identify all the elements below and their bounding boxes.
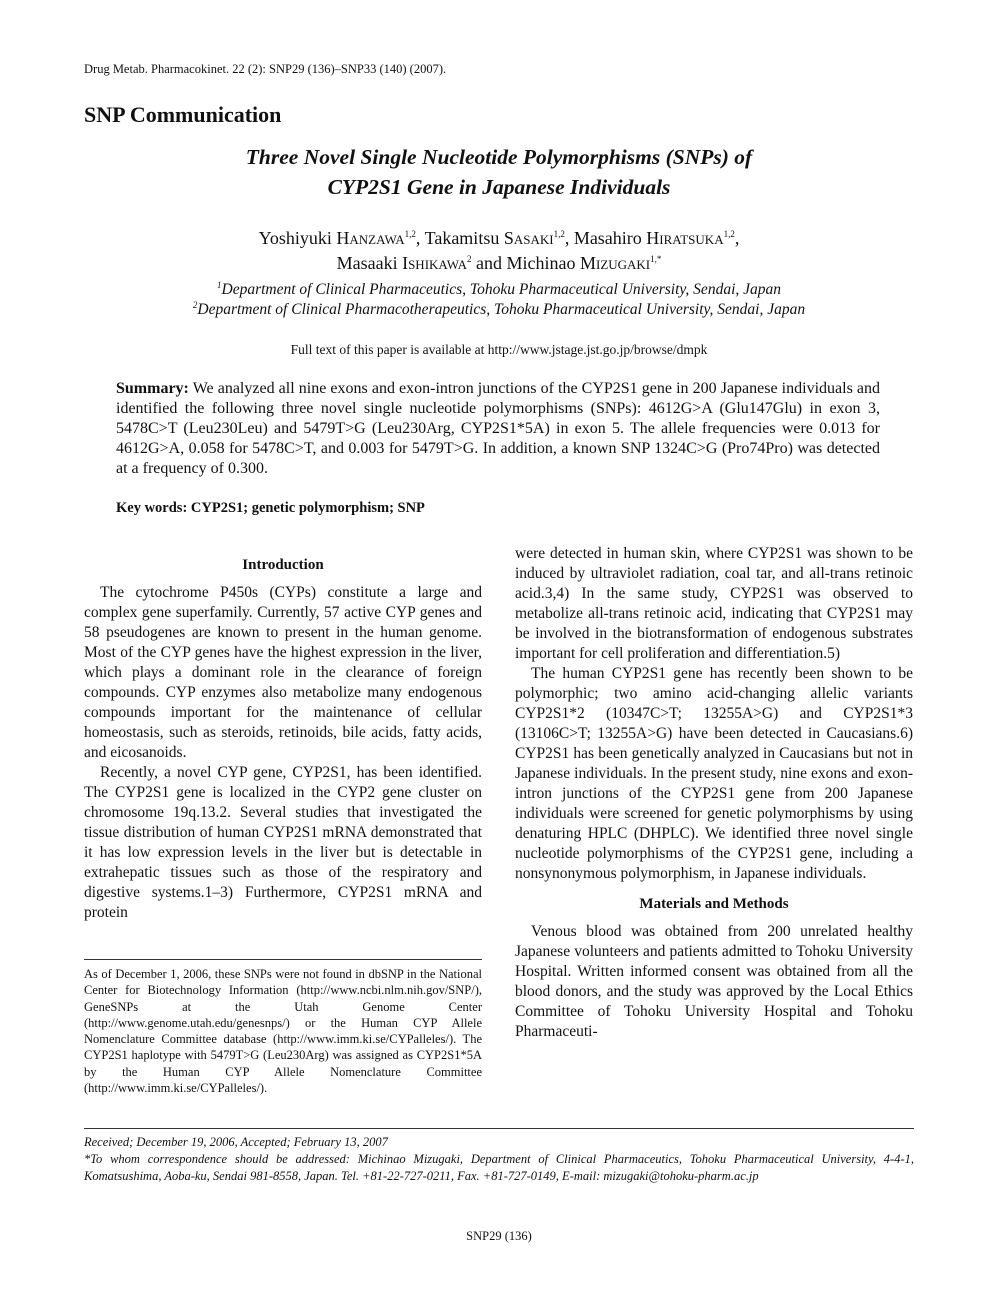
summary-abstract xyxy=(116,379,880,479)
title-line-2: CYP2S1 Gene in Japanese Individuals xyxy=(327,175,671,199)
affiliation-number: 1 xyxy=(217,279,222,290)
correspondence-note: *To whom correspondence should be addressed: Michinao Mizugaki, Department of Clinical Pharmaceutics, Tohoku Pharmaceutical University, 4-4-1, Komatsushima, Aoba-ku, Sendai 981-8558, Japan. Tel. +81-22-727-0211, Fax. +81-727-0149, E-mail: mizugaki@tohoku-pharm.ac.jp xyxy=(84,1152,914,1183)
author-last-name: Sasaki xyxy=(503,228,554,248)
journal-reference: Drug Metab. Pharmacokinet. 22 (2): SNP29 (136)–SNP33 (140) (2007). xyxy=(84,62,447,76)
footnote-divider xyxy=(84,959,482,960)
affiliation-2 xyxy=(84,300,914,320)
author-line-2 xyxy=(84,251,914,276)
summary-text: We analyzed all nine exons and exon-intron junctions of the CYP2S1 gene in 200 Japanese individuals and identified the following three novel single nucleotide polymorphisms (SNPs): 4612G>A (Glu147Glu) in exon 3, 5478C>T (Leu230Leu) and 5479T>G (Leu230Arg, CYP2S1*5A) in exon 5. The allele frequencies were 0.013 for 4612G>A, 0.058 for 5478C>T, and 0.003 for 5479T>G. In addition, a known SNP 1324C>G (Pro74Pro) was detected at a frequency of 0.300. xyxy=(116,380,880,477)
author-first-name: Michinao xyxy=(506,253,576,273)
affiliation-number: 2 xyxy=(192,299,198,310)
author-last-name: Hanzawa xyxy=(336,228,405,248)
section-label: SNP Communication xyxy=(84,102,282,127)
affiliations xyxy=(84,280,914,320)
author-last-name: Hiratsuka xyxy=(646,228,724,248)
page-number: SNP29 (136) xyxy=(466,1229,532,1243)
summary-label: Summary: xyxy=(116,380,189,397)
affiliation-1 xyxy=(84,280,914,300)
intro-paragraph-2: Recently, a novel CYP gene, CYP2S1, has been identified. The CYP2S1 gene is localized in the CYP2 gene cluster on chromosome 19q.13.2. Several studies that investigated the tissue distribution of human CYP2S1 mRNA demonstrated that it has low expression levels in the liver but is detectable in extrahepatic tissues such as those of the respiratory and digestive systems.1–3) Furthermore, CYP2S1 mRNA and protein xyxy=(84,764,482,921)
author-line-1: Yoshiyuki Hanzawa$^{1,2}$, Takamitsu Sasaki$^{1,2}$, Masahiro Hiratsuka$^{1,2}$, xyxy=(258,228,740,248)
author-first-name: Yoshiyuki xyxy=(258,228,332,248)
title-line-1: Three Novel Single Nucleotide Polymorphisms (SNPs) of xyxy=(245,145,753,169)
author-affiliation-marker: 1,2 xyxy=(404,229,416,239)
affiliation-text: Department of Clinical Pharmaceutics, Tohoku Pharmaceutical University, Sendai, Japan xyxy=(221,281,781,298)
bottom-divider xyxy=(84,1128,914,1129)
methods-heading: Materials and Methods xyxy=(639,896,789,912)
affiliation-text: Department of Clinical Pharmacotherapeutics, Tohoku Pharmaceutical University, Sendai, Japan xyxy=(197,301,806,318)
author-affiliation-marker: 1,* xyxy=(650,254,662,264)
author-last-name: Mizugaki xyxy=(579,253,651,273)
introduction-heading: Introduction xyxy=(242,557,324,573)
left-column xyxy=(84,555,482,923)
intro-paragraph-3: The human CYP2S1 gene has recently been shown to be polymorphic; two amino acid-changing allelic variants CYP2S1*2 (10347C>T; 13255A>G) and CYP2S1*3 (13106C>T; 13255A>G) have been detected in Caucasians.6) CYP2S1 has been genetically analyzed in Caucasians but not in Japanese individuals. In the present study, nine exons and exon-intron junctions of the CYP2S1 gene from 200 Japanese individuals were screened for genetic polymorphisms by using denaturing HPLC (DHPLC). We identified three novel single nucleotide polymorphisms of the CYP2S1 gene, including a nonsynonymous polymorphism, in Japanese individuals. xyxy=(515,665,913,882)
author-affiliation-marker: 1,2 xyxy=(553,229,565,239)
snp-footnote: As of December 1, 2006, these SNPs were not found in dbSNP in the National Center for Biotechnology Information (http://www.ncbi.nlm.nih.gov/SNP/), GeneSNPs at the Utah Genome Center (http://www.genome.utah.edu/genesnps/) or the Human CYP Allele Nomenclature Committee database (http://www.imm.ki.se/CYPalleles/). The CYP2S1 haplotype with 5479T>G (Leu230Arg) was assigned as CYP2S1*5A by the Human CYP Allele Nomenclature Committee (http://www.imm.ki.se/CYPalleles/). xyxy=(84,967,482,1096)
intro-paragraph-1: The cytochrome P450s (CYPs) constitute a large and complex gene superfamily. Currently, 57 active CYP genes and 58 pseudogenes are known to present in the human genome. Most of the CYP genes have the highest expression in the liver, which plays a dominant role in the clearance of foreign compounds. CYP enzymes also metabolize many endogenous compounds important for the maintenance of cellular homeostasis, such as steroids, retinoids, bile acids, fatty acids, and eicosanoids. xyxy=(84,584,482,761)
methods-paragraph-1: Venous blood was obtained from 200 unrelated healthy Japanese volunteers and patients admitted to Tohoku University Hospital. Written informed consent was obtained from all the blood donors, and the study was approved by the Local Ethics Committee of Tohoku University Hospital and Tohoku Pharmaceuti- xyxy=(515,923,913,1040)
keywords: Key words: CYP2S1; genetic polymorphism; SNP xyxy=(116,500,425,516)
author-list xyxy=(84,226,914,276)
author-last-name: Ishikawa xyxy=(402,253,467,273)
full-text-link-note: Full text of this paper is available at http://www.jstage.jst.go.jp/browse/dmpk xyxy=(290,342,708,357)
right-column xyxy=(515,544,913,1042)
author-first-name: Takamitsu xyxy=(424,228,500,248)
author-conjunction: and xyxy=(475,253,502,273)
author-affiliation-marker: 1,2 xyxy=(723,229,735,239)
author-affiliation-marker: 2 xyxy=(466,254,472,264)
article-title xyxy=(84,142,914,202)
intro-paragraph-2-continued: were detected in human skin, where CYP2S1 was shown to be induced by ultraviolet radiation, coal tar, and all-trans retinoic acid.3,4) In the same study, CYP2S1 was observed to metabolize all-trans retinoic acid, indicating that CYP2S1 may be involved in the biotransformation of endogenous substrates important for cell proliferation and differentiation.5) xyxy=(515,545,913,662)
author-first-name: Masaaki xyxy=(336,253,398,273)
author-first-name: Masahiro xyxy=(573,228,642,248)
received-dates: Received; December 19, 2006, Accepted; February 13, 2007 xyxy=(84,1135,388,1149)
